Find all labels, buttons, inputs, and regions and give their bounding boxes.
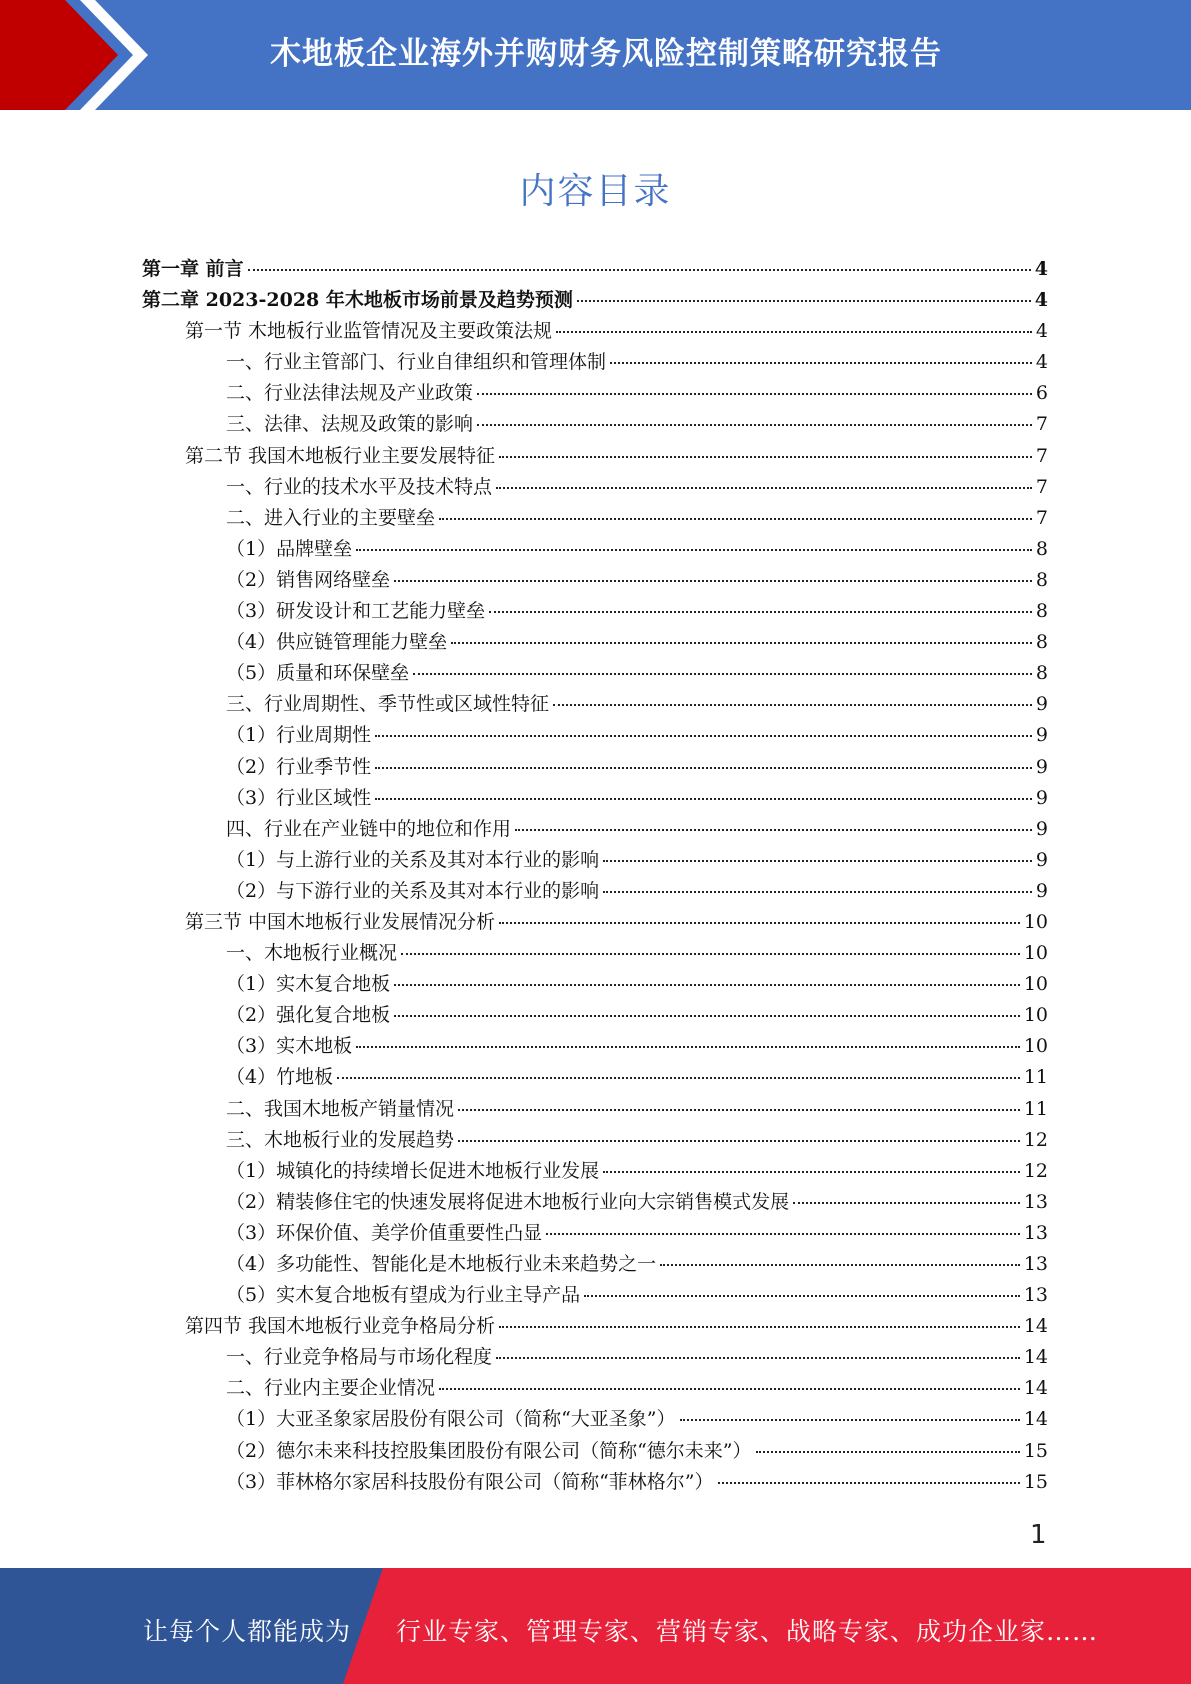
toc-dot-leader bbox=[477, 393, 1032, 395]
toc-entry-page: 13 bbox=[1023, 1253, 1048, 1275]
toc-entry-label: 第三节 中国木地板行业发展情况分析 bbox=[185, 910, 496, 933]
toc-entry[interactable] bbox=[142, 1280, 1048, 1311]
page-footer bbox=[0, 1568, 1191, 1684]
toc-entry[interactable] bbox=[142, 378, 1048, 409]
toc-entry-page: 15 bbox=[1023, 1439, 1048, 1462]
toc-entry-page: 14 bbox=[1023, 1408, 1048, 1431]
toc-entry[interactable] bbox=[142, 565, 1048, 596]
toc-entry-page: 15 bbox=[1023, 1470, 1048, 1493]
toc-entry-page: 9 bbox=[1035, 848, 1048, 871]
toc-dot-leader bbox=[515, 829, 1032, 831]
toc-entry[interactable] bbox=[142, 907, 1048, 938]
toc-entry[interactable] bbox=[142, 347, 1048, 378]
toc-entry[interactable] bbox=[142, 534, 1048, 565]
toc-entry-page: 10 bbox=[1023, 1035, 1048, 1058]
toc-dot-leader bbox=[553, 704, 1032, 706]
toc-entry-page: 9 bbox=[1035, 879, 1048, 902]
toc-entry-page: 8 bbox=[1035, 662, 1048, 685]
toc-dot-leader bbox=[603, 860, 1032, 862]
toc-entry-label: （1）行业周期性 bbox=[226, 724, 372, 747]
toc-entry-page: 13 bbox=[1023, 1284, 1048, 1307]
toc-dot-leader bbox=[401, 953, 1020, 955]
toc-entry[interactable] bbox=[142, 1218, 1048, 1249]
report-title: 木地板企业海外并购财务风险控制策略研究报告 bbox=[270, 36, 942, 72]
toc-entry-label: 第二节 我国木地板行业主要发展特征 bbox=[185, 444, 496, 467]
toc-entry[interactable] bbox=[142, 1249, 1048, 1280]
toc-entry[interactable] bbox=[142, 1373, 1048, 1404]
toc-entry-label: 第四节 我国木地板行业竞争格局分析 bbox=[185, 1315, 496, 1338]
toc-dot-leader bbox=[375, 767, 1032, 769]
toc-entry-page: 7 bbox=[1035, 506, 1048, 529]
toc-entry[interactable] bbox=[142, 1436, 1048, 1467]
toc-dot-leader bbox=[439, 1388, 1020, 1390]
toc-dot-leader bbox=[489, 611, 1032, 613]
toc-entry-page: 7 bbox=[1035, 413, 1048, 436]
toc-entry-label: 二、行业内主要企业情况 bbox=[226, 1377, 436, 1400]
toc-dot-leader bbox=[439, 518, 1032, 520]
toc-entry-page: 8 bbox=[1035, 631, 1048, 654]
toc-entry-page: 4 bbox=[1035, 320, 1048, 343]
toc-entry-label: 一、行业的技术水平及技术特点 bbox=[226, 475, 493, 498]
toc-entry-label: 第一节 木地板行业监管情况及主要政策法规 bbox=[185, 320, 553, 343]
toc-entry-page: 4 bbox=[1034, 289, 1048, 312]
toc-dot-leader bbox=[394, 984, 1020, 986]
toc-dot-leader bbox=[546, 1233, 1020, 1235]
page-header bbox=[0, 0, 1191, 110]
toc-entry[interactable] bbox=[142, 472, 1048, 503]
page-number: 1 bbox=[1030, 1520, 1047, 1550]
toc-entry[interactable] bbox=[142, 409, 1048, 440]
toc-dot-leader bbox=[458, 1109, 1020, 1111]
toc-entry[interactable] bbox=[142, 1125, 1048, 1156]
toc-entry-page: 14 bbox=[1023, 1346, 1048, 1369]
toc-entry-page: 10 bbox=[1023, 1004, 1048, 1027]
toc-entry-label: （2）精装修住宅的快速发展将促进木地板行业向大宗销售模式发展 bbox=[226, 1190, 790, 1213]
toc-entry-page: 11 bbox=[1023, 1066, 1048, 1089]
toc-entry-label: 三、木地板行业的发展趋势 bbox=[226, 1128, 455, 1151]
toc-entry[interactable] bbox=[142, 814, 1048, 845]
toc-entry-page: 8 bbox=[1035, 568, 1048, 591]
toc-dot-leader bbox=[356, 1046, 1020, 1048]
toc-dot-leader bbox=[584, 1295, 1020, 1297]
toc-entry[interactable] bbox=[142, 503, 1048, 534]
toc-entry-label: （3）实木地板 bbox=[226, 1035, 353, 1058]
toc-dot-leader bbox=[499, 456, 1032, 458]
table-of-contents bbox=[142, 254, 1048, 1498]
toc-entry-label: 二、行业法律法规及产业政策 bbox=[226, 382, 474, 405]
toc-dot-leader bbox=[603, 1171, 1020, 1173]
toc-entry-page: 10 bbox=[1023, 942, 1048, 965]
toc-dot-leader bbox=[458, 1140, 1020, 1142]
toc-entry-page: 9 bbox=[1035, 755, 1048, 778]
toc-entry[interactable] bbox=[142, 596, 1048, 627]
toc-entry-page: 9 bbox=[1035, 786, 1048, 809]
toc-dot-leader bbox=[603, 891, 1032, 893]
toc-entry[interactable] bbox=[142, 845, 1048, 876]
toc-entry[interactable] bbox=[142, 316, 1048, 347]
toc-dot-leader bbox=[496, 1357, 1020, 1359]
toc-entry-page: 7 bbox=[1035, 475, 1048, 498]
toc-dot-leader bbox=[394, 1015, 1020, 1017]
toc-entry-page: 4 bbox=[1035, 351, 1048, 374]
toc-entry-page: 9 bbox=[1035, 724, 1048, 747]
toc-entry-label: （2）德尔未来科技控股集团股份有限公司（简称“德尔未来”） bbox=[226, 1439, 752, 1462]
toc-entry[interactable] bbox=[142, 285, 1048, 316]
toc-entry[interactable] bbox=[142, 969, 1048, 1000]
toc-entry-label: （3）环保价值、美学价值重要性凸显 bbox=[226, 1221, 543, 1244]
toc-dot-leader bbox=[496, 487, 1032, 489]
toc-entry-label: 第二章 2023-2028 年木地板市场前景及趋势预测 bbox=[142, 289, 573, 312]
toc-dot-leader bbox=[375, 798, 1032, 800]
toc-entry-label: （4）供应链管理能力壁垒 bbox=[226, 631, 448, 654]
toc-dot-leader bbox=[756, 1451, 1020, 1453]
toc-dot-leader bbox=[337, 1077, 1020, 1079]
toc-entry-label: （2）强化复合地板 bbox=[226, 1004, 391, 1027]
toc-dot-leader bbox=[499, 922, 1020, 924]
toc-entry-label: 二、我国木地板产销量情况 bbox=[226, 1097, 455, 1120]
toc-entry-label: 第一章 前言 bbox=[142, 258, 244, 280]
toc-dot-leader bbox=[499, 1326, 1020, 1328]
toc-entry-label: （2）与下游行业的关系及其对本行业的影响 bbox=[226, 879, 600, 902]
toc-entry[interactable] bbox=[142, 752, 1048, 783]
toc-entry-label: （2）销售网络壁垒 bbox=[226, 568, 391, 591]
toc-entry-label: （2）行业季节性 bbox=[226, 755, 372, 778]
toc-entry[interactable] bbox=[142, 1467, 1048, 1498]
toc-dot-leader bbox=[375, 735, 1032, 737]
toc-entry-label: （1）大亚圣象家居股份有限公司（简称“大亚圣象”） bbox=[226, 1408, 676, 1431]
toc-dot-leader bbox=[477, 424, 1032, 426]
toc-entry[interactable] bbox=[142, 627, 1048, 658]
toc-dot-leader bbox=[248, 269, 1031, 271]
toc-entry-label: 一、行业竞争格局与市场化程度 bbox=[226, 1346, 493, 1369]
toc-entry[interactable] bbox=[142, 441, 1048, 472]
toc-dot-leader bbox=[413, 673, 1032, 675]
toc-entry-page: 9 bbox=[1035, 693, 1048, 716]
toc-entry[interactable] bbox=[142, 1404, 1048, 1435]
toc-dot-leader bbox=[451, 642, 1032, 644]
toc-entry-page: 10 bbox=[1023, 973, 1048, 996]
toc-entry[interactable] bbox=[142, 1342, 1048, 1373]
toc-entry-label: （3）行业区域性 bbox=[226, 786, 372, 809]
toc-entry-label: 二、进入行业的主要壁垒 bbox=[226, 506, 436, 529]
toc-entry-page: 14 bbox=[1023, 1377, 1048, 1400]
toc-entry[interactable] bbox=[142, 876, 1048, 907]
toc-entry[interactable] bbox=[142, 1031, 1048, 1062]
toc-entry-page: 11 bbox=[1023, 1097, 1048, 1120]
toc-dot-leader bbox=[660, 1264, 1020, 1266]
toc-dot-leader bbox=[394, 580, 1032, 582]
toc-entry-page: 9 bbox=[1035, 817, 1048, 840]
toc-entry-label: （5）实木复合地板有望成为行业主导产品 bbox=[226, 1284, 581, 1307]
footer-slogan-left: 让每个人都能成为 bbox=[143, 1617, 352, 1646]
toc-entry-page: 8 bbox=[1035, 600, 1048, 623]
toc-entry-page: 4 bbox=[1034, 258, 1048, 280]
toc-entry[interactable] bbox=[142, 1094, 1048, 1125]
toc-entry-label: 四、行业在产业链中的地位和作用 bbox=[226, 817, 512, 840]
toc-entry-label: （1）品牌壁垒 bbox=[226, 537, 353, 560]
toc-entry-label: 一、木地板行业概况 bbox=[226, 942, 398, 965]
toc-dot-leader bbox=[610, 362, 1032, 364]
toc-entry[interactable] bbox=[142, 1311, 1048, 1342]
toc-entry-page: 6 bbox=[1035, 382, 1048, 405]
toc-entry-label: （1）与上游行业的关系及其对本行业的影响 bbox=[226, 848, 600, 871]
toc-entry[interactable] bbox=[142, 1187, 1048, 1218]
toc-entry-page: 14 bbox=[1023, 1315, 1048, 1338]
toc-entry-label: 一、行业主管部门、行业自律组织和管理体制 bbox=[226, 351, 607, 374]
toc-entry[interactable] bbox=[142, 689, 1048, 720]
toc-entry-label: （3）研发设计和工艺能力壁垒 bbox=[226, 600, 486, 623]
toc-entry-label: （1）城镇化的持续增长促进木地板行业发展 bbox=[226, 1159, 600, 1182]
toc-entry-page: 12 bbox=[1023, 1128, 1048, 1151]
toc-entry-label: （4）多功能性、智能化是木地板行业未来趋势之一 bbox=[226, 1253, 657, 1275]
toc-dot-leader bbox=[680, 1419, 1020, 1421]
toc-dot-leader bbox=[718, 1482, 1020, 1484]
toc-entry-page: 8 bbox=[1035, 537, 1048, 560]
toc-entry-page: 13 bbox=[1023, 1190, 1048, 1213]
toc-entry[interactable] bbox=[142, 1062, 1048, 1093]
toc-entry-label: （1）实木复合地板 bbox=[226, 973, 391, 996]
toc-dot-leader bbox=[577, 300, 1031, 302]
toc-entry-label: （3）菲林格尔家居科技股份有限公司（简称“菲林格尔”） bbox=[226, 1470, 714, 1493]
toc-heading: 内容目录 bbox=[519, 171, 672, 212]
toc-entry[interactable] bbox=[142, 1156, 1048, 1187]
toc-entry-page: 10 bbox=[1023, 910, 1048, 933]
toc-entry[interactable] bbox=[142, 658, 1048, 689]
footer-slogan-right: 行业专家、管理专家、营销专家、战略专家、成功企业家…… bbox=[396, 1617, 1099, 1646]
toc-entry[interactable] bbox=[142, 254, 1048, 285]
toc-entry-label: 三、行业周期性、季节性或区域性特征 bbox=[226, 693, 550, 716]
toc-entry[interactable] bbox=[142, 938, 1048, 969]
toc-entry[interactable] bbox=[142, 720, 1048, 751]
toc-entry[interactable] bbox=[142, 783, 1048, 814]
toc-entry-label: （5）质量和环保壁垒 bbox=[226, 662, 410, 685]
toc-entry-page: 13 bbox=[1023, 1221, 1048, 1244]
toc-dot-leader bbox=[556, 331, 1032, 333]
toc-entry-page: 12 bbox=[1023, 1159, 1048, 1182]
toc-dot-leader bbox=[793, 1202, 1020, 1204]
toc-entry-label: 三、法律、法规及政策的影响 bbox=[226, 413, 474, 436]
toc-entry[interactable] bbox=[142, 1000, 1048, 1031]
toc-entry-label: （4）竹地板 bbox=[226, 1066, 334, 1089]
toc-entry-page: 7 bbox=[1035, 444, 1048, 467]
toc-dot-leader bbox=[356, 549, 1032, 551]
